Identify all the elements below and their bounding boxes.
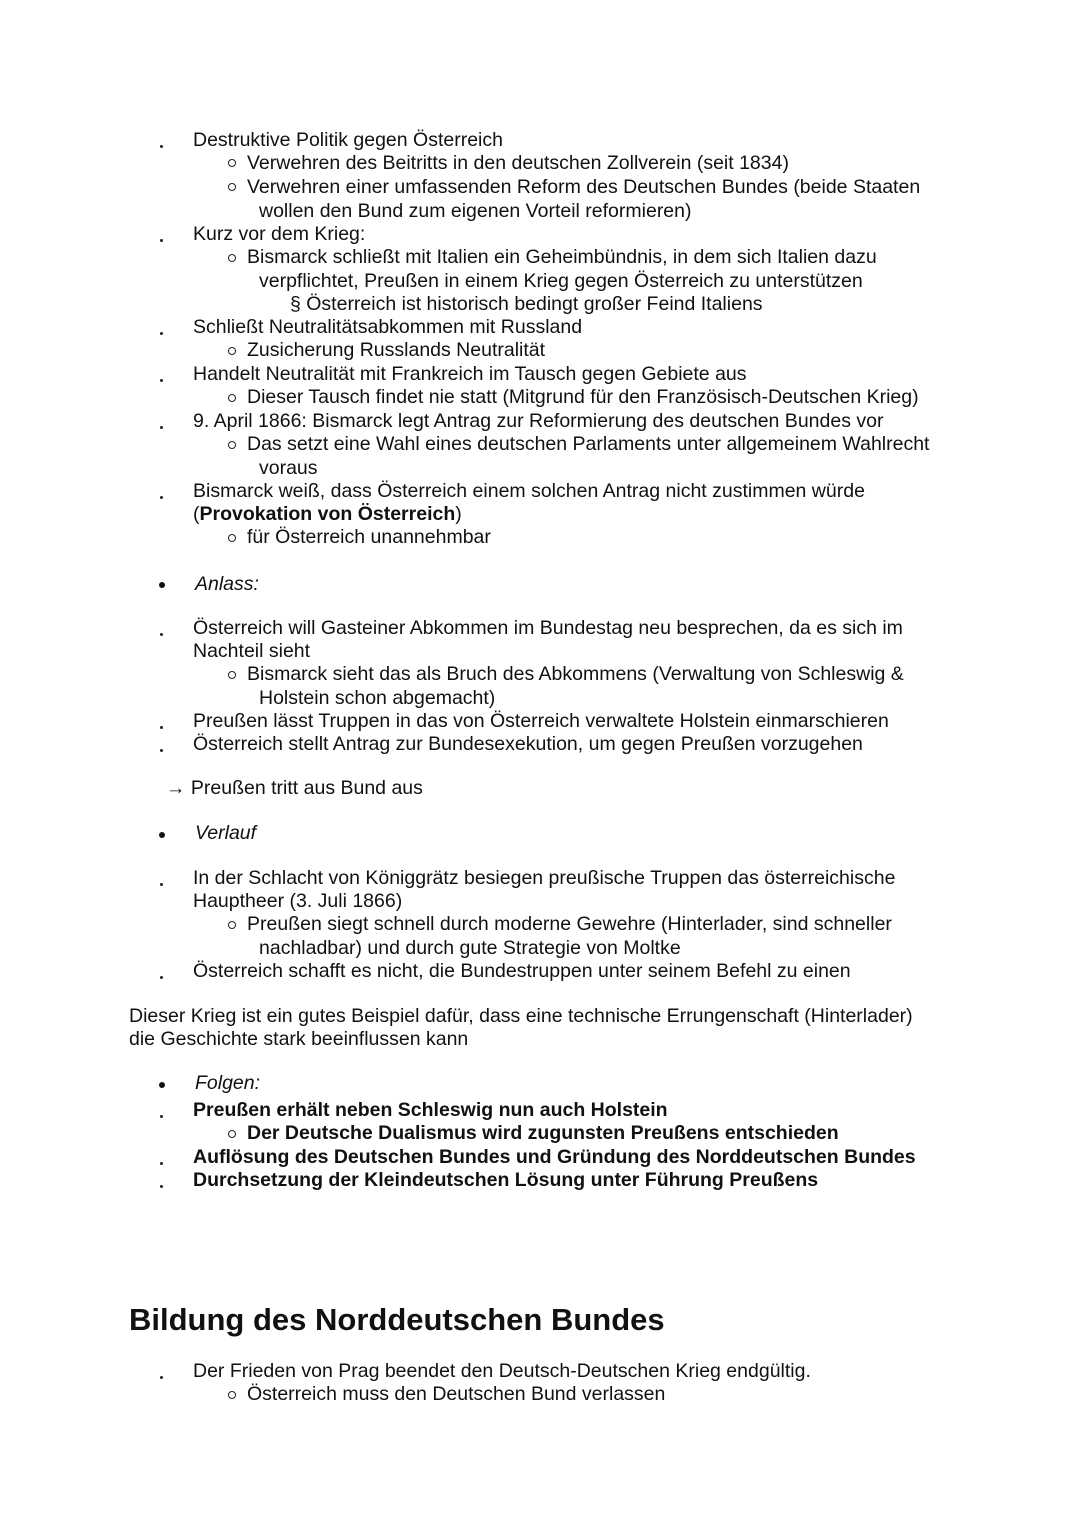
paragraph-line: Dieser Krieg ist ein gutes Beispiel dafür, dass eine technische Errungenschaft (Hinterlader): [129, 1005, 913, 1027]
list-item: Das setzt eine Wahl eines deutschen Parlaments unter allgemeinem Wahlrecht: [247, 433, 930, 455]
list-item: Destruktive Politik gegen Österreich: [193, 129, 503, 151]
list-item-sub: § Österreich ist historisch bedingt großer Feind Italiens: [290, 293, 763, 315]
list-item: Durchsetzung der Kleindeutschen Lösung unter Führung Preußens: [193, 1169, 819, 1191]
circle-bullet: [228, 254, 236, 262]
list-item: Schließt Neutralitätsabkommen mit Russland: [193, 316, 583, 338]
list-item: Bismarck sieht das als Bruch des Abkommens (Verwaltung von Schleswig &: [247, 663, 904, 685]
anlass-heading: Anlass:: [195, 573, 259, 595]
circle-bullet: [228, 671, 236, 679]
list-item: Bismarck weiß, dass Österreich einem solchen Antrag nicht zustimmen würde: [193, 480, 865, 502]
list-item: Auflösung des Deutschen Bundes und Gründung des Norddeutschen Bundes: [193, 1146, 916, 1168]
bullet: [159, 832, 165, 838]
circle-bullet: [228, 159, 236, 167]
list-item: Preußen siegt schnell durch moderne Gewehre (Hinterlader, sind schneller: [247, 913, 892, 935]
bullet: [160, 1376, 163, 1379]
list-item: Kurz vor dem Krieg:: [193, 223, 366, 245]
list-item: für Österreich unannehmbar: [247, 526, 491, 548]
bullet: [160, 496, 163, 499]
list-item: Der Deutsche Dualismus wird zugunsten Preußens entschieden: [247, 1122, 839, 1144]
circle-bullet: [228, 921, 236, 929]
list-item: Österreich stellt Antrag zur Bundesexekution, um gegen Preußen vorzugehen: [193, 733, 863, 755]
bullet: [160, 976, 163, 979]
paren-open: (: [193, 503, 200, 525]
circle-bullet: [228, 347, 236, 355]
list-item-continuation: [193, 503, 462, 526]
circle-bullet: [228, 441, 236, 449]
bullet: [160, 1185, 163, 1188]
list-item: Der Frieden von Prag beendet den Deutsch-Deutschen Krieg endgültig.: [193, 1360, 811, 1382]
circle-bullet: [228, 1130, 236, 1138]
bullet: [160, 332, 163, 335]
bullet: [160, 239, 163, 242]
list-item: Zusicherung Russlands Neutralität: [247, 339, 546, 361]
bullet: [160, 633, 163, 636]
list-item: In der Schlacht von Königgrätz besiegen preußische Truppen das österreichische: [193, 867, 896, 889]
section-title: Bildung des Norddeutschen Bundes: [129, 1302, 665, 1337]
list-item-continuation: verpflichtet, Preußen in einem Krieg gegen Österreich zu unterstützen: [259, 270, 863, 292]
list-item: Preußen lässt Truppen in das von Österreich verwaltete Holstein einmarschieren: [193, 710, 889, 732]
bullet: [160, 145, 163, 148]
bullet: [160, 379, 163, 382]
list-item-continuation: voraus: [259, 457, 318, 479]
list-item: Handelt Neutralität mit Frankreich im Tausch gegen Gebiete aus: [193, 363, 747, 385]
bullet: [160, 1115, 163, 1118]
list-item-continuation: wollen den Bund zum eigenen Vorteil reformieren): [259, 200, 692, 222]
circle-bullet: [228, 394, 236, 402]
list-item-continuation: nachladbar) und durch gute Strategie von Moltke: [259, 937, 681, 959]
list-item: Österreich schafft es nicht, die Bundestruppen unter seinem Befehl zu einen: [193, 960, 851, 982]
list-item: Österreich muss den Deutschen Bund verlassen: [247, 1383, 666, 1405]
verlauf-heading: Verlauf: [195, 822, 257, 844]
bullet: [160, 726, 163, 729]
paren-close: ): [455, 503, 462, 525]
folgen-heading: Folgen:: [195, 1072, 261, 1094]
circle-bullet: [228, 534, 236, 542]
circle-bullet: [228, 183, 236, 191]
provocation-text: Provokation von Österreich: [199, 503, 456, 525]
list-item: Verwehren einer umfassenden Reform des Deutschen Bundes (beide Staaten: [247, 176, 921, 198]
bullet: [160, 883, 163, 886]
bullet: [159, 1082, 165, 1088]
bullet: [159, 582, 165, 588]
list-item-continuation: Holstein schon abgemacht): [259, 687, 496, 709]
bullet: [160, 1162, 163, 1165]
list-item: Österreich will Gasteiner Abkommen im Bundestag neu besprechen, da es sich im: [193, 617, 903, 639]
list-item: Preußen erhält neben Schleswig nun auch Holstein: [193, 1099, 668, 1121]
list-item-continuation: Hauptheer (3. Juli 1866): [193, 890, 403, 912]
list-item: Verwehren des Beitritts in den deutschen Zollverein (seit 1834): [247, 152, 789, 174]
bullet: [160, 749, 163, 752]
list-item-continuation: Nachteil sieht: [193, 640, 311, 662]
list-item: Dieser Tausch findet nie statt (Mitgrund für den Französisch-Deutschen Krieg): [247, 386, 919, 408]
paragraph-line: die Geschichte stark beeinflussen kann: [129, 1028, 469, 1050]
list-item: 9. April 1866: Bismarck legt Antrag zur Reformierung des deutschen Bundes vor: [193, 410, 884, 432]
circle-bullet: [228, 1391, 236, 1399]
arrow-conclusion: → Preußen tritt aus Bund aus: [166, 777, 423, 799]
list-item: Bismarck schließt mit Italien ein Geheimbündnis, in dem sich Italien dazu: [247, 246, 877, 268]
bullet: [160, 426, 163, 429]
